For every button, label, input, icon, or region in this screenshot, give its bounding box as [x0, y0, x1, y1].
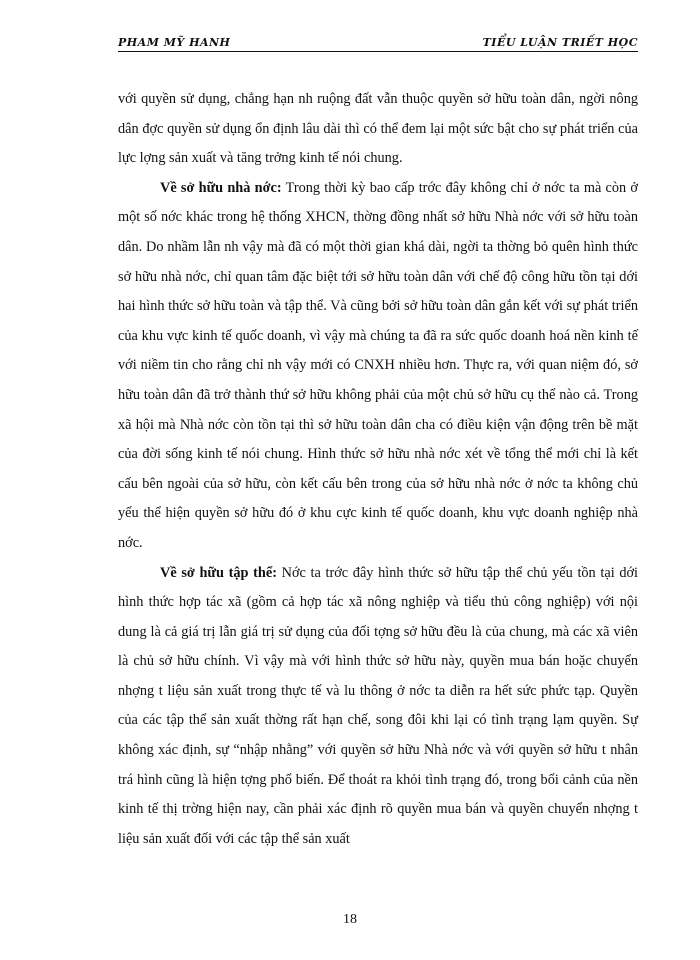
paragraph-continuation — [118, 85, 638, 174]
paragraph-state-ownership — [118, 174, 638, 559]
paragraph-heading: Về sở hữu tập thể: — [160, 564, 277, 581]
paragraph-heading: Về sở hữu nhà nớc: — [160, 179, 282, 196]
paragraph-collective-ownership — [118, 559, 638, 855]
header-rule — [118, 51, 638, 52]
header-author: PHAM MỸ HANH — [118, 36, 231, 49]
paragraph-text: Nớc ta trớc đây hình thức sở hữu tập thể chủ yếu tồn tại dới hình thức hợp tác xã (gồm cả hợp tác xã nông nghiệp và tiểu thủ công nghiệp) với nội dung là cả giá trị lẫn giá trị sử dụng của đối tợng sở hữu đều là của chung, mà các xã viên là chủ sở hữu chính. Vì vậy mà với hình thức sở hữu này, quyền mua bán hoặc chuyển nhợng t liệu sản xuất trong thực tế và lu thông ở nớc ta diễn ra hết sức phức tạp. Quyền của các tập thể sản xuất thờng rất hạn chế, song đôi khi lại có tình trạng lạm quyền. Sự không xác định, sự “nhập nhằng” với quyền sở hữu Nhà nớc và với quyền sở hữu t nhân trá hình cũng là hiện tợng phổ biến. Để thoát ra khỏi tình trạng đó, trong bối cảnh của nền kinh tế thị trờng hiện nay, cần phải xác định rõ quyền mua bán và quyền chuyển nhợng t liệu sản xuất đối với các tập thể sản xuất — [118, 564, 639, 847]
running-header — [118, 36, 638, 56]
page-number: 18 — [343, 912, 357, 927]
paragraph-text: với quyền sử dụng, chẳng hạn nh ruộng đất vẫn thuộc quyền sở hữu toàn dân, ngời nông dân đợc quyền sử dụng ổn định lâu dài thì có thể đem lại một sức bật cho sự phát triển của lực lợng sản xuất và tăng trởng kinh tế nói chung. — [118, 91, 638, 167]
paragraph-text: Trong thời kỳ bao cấp trớc đây không chỉ ở nớc ta mà còn ở một số nớc khác trong hệ thống XHCN, thờng đồng nhất sở hữu Nhà nớc với sở hữu toàn dân. Do nhầm lẫn nh vậy mà đã có một thời gian khá dài, ngời ta thờng bỏ quên hình thức sở hữu nhà nớc, chỉ quan tâm đặc biệt tới sở hữu toàn dân với chế độ công hữu tồn tại dới hai hình thức sở hữu toàn và tập thể. Và cũng bởi sở hữu toàn dân gắn kết với sự phát triển của khu vực kinh tế quốc doanh, vì vậy mà chúng ta đã ra sức quốc doanh hoá nền kinh tế với niềm tin cho rằng chỉ nh vậy mới có CNXH nhiều hơn. Thực ra, với quan niệm đó, sở hữu toàn dân đã trở thành thứ sở hữu không phải của một chủ sở hữu cụ thể nào cả. Trong xã hội mà Nhà nớc còn tồn tại thì sở hữu toàn dân cha có điều kiện vận động trên bề mặt của đời sống kinh tế nói chung. Hình thức sở hữu nhà nớc xét về tổng thể mới chỉ là kết cấu bên ngoài của sở hữu, còn kết cấu bên trong của sở hữu nhà nớc ở nớc ta không chủ yếu thể hiện quyền sở hữu đó ở khu cực kinh tế quốc doanh, khu vực doanh nghiệp nhà nớc. — [118, 179, 638, 551]
header-title: TIỂU LUẬN TRIẾT HỌC — [482, 36, 638, 49]
body-text — [118, 85, 638, 854]
